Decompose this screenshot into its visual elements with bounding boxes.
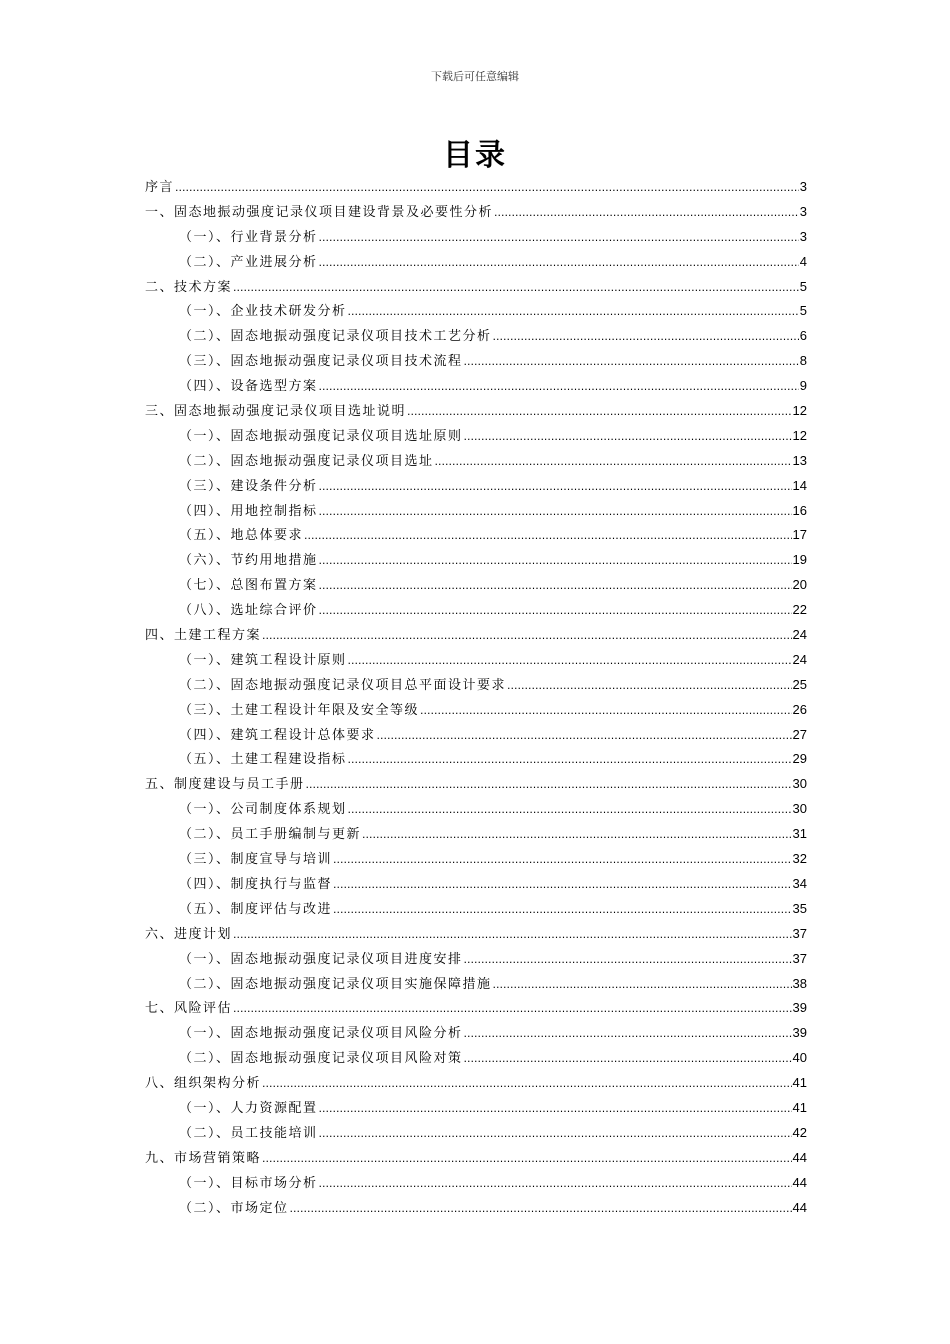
toc-entry-title: （五）、地总体要求	[179, 528, 304, 544]
toc-entry-page: 37	[792, 950, 807, 966]
toc-dot-leader	[319, 475, 792, 500]
toc-entry[interactable]	[145, 698, 807, 723]
toc-entry-page: 3	[799, 179, 807, 194]
toc-entry[interactable]	[145, 772, 807, 797]
toc-entry-title: （一）、建筑工程设计原则	[179, 652, 347, 668]
toc-entry-page: 13	[792, 452, 807, 468]
toc-entry[interactable]	[145, 324, 807, 349]
toc-entry-page: 24	[792, 627, 807, 643]
toc-dot-leader	[262, 1072, 792, 1097]
toc-entry-page: 9	[799, 378, 807, 394]
toc-entry-page: 30	[792, 776, 807, 792]
toc-entry[interactable]	[145, 200, 807, 225]
toc-entry[interactable]	[145, 822, 807, 847]
toc-entry-page: 34	[792, 875, 807, 891]
toc-dot-leader	[420, 699, 792, 724]
toc-entry-page: 6	[799, 328, 807, 344]
toc-dot-leader	[348, 649, 792, 674]
toc-entry-title: （三）、土建工程设计年限及安全等级	[179, 702, 420, 718]
toc-dot-leader	[464, 425, 792, 450]
toc-entry[interactable]	[145, 922, 807, 947]
toc-entry[interactable]	[145, 499, 807, 524]
toc-entry-title: （七）、总图布置方案	[179, 578, 318, 594]
toc-entry-page: 22	[792, 602, 807, 618]
toc-entry[interactable]	[145, 175, 807, 200]
toc-entry-title: 六、进度计划	[145, 926, 233, 942]
toc-dot-leader	[407, 400, 792, 425]
toc-dot-leader	[306, 773, 792, 798]
toc-entry-page: 16	[792, 502, 807, 518]
toc-entry[interactable]	[145, 548, 807, 573]
toc-entry-title: （一）、行业背景分析	[179, 229, 318, 245]
toc-entry[interactable]	[145, 1121, 807, 1146]
toc-entry-title: 序言	[145, 180, 175, 195]
toc-entry-page: 8	[799, 353, 807, 369]
toc-entry-page: 44	[792, 1199, 807, 1215]
toc-entry-title: （一）、固态地振动强度记录仪项目进度安排	[179, 951, 463, 967]
toc-entry[interactable]	[145, 847, 807, 872]
toc-entry-title: （四）、用地控制指标	[179, 503, 318, 519]
toc-dot-leader	[333, 898, 792, 923]
toc-entry[interactable]	[145, 598, 807, 623]
toc-entry-title: 二、技术方案	[145, 279, 233, 295]
toc-entry-title: （二）、市场定位	[179, 1200, 289, 1216]
toc-dot-leader	[319, 500, 792, 525]
toc-entry-title: （一）、人力资源配置	[179, 1100, 318, 1116]
toc-dot-leader	[464, 1047, 792, 1072]
toc-dot-leader	[348, 748, 792, 773]
toc-entry-title: （二）、固态地振动强度记录仪项目选址	[179, 453, 434, 469]
toc-entry-page: 32	[792, 851, 807, 867]
toc-entry-title: （二）、产业进展分析	[179, 254, 318, 270]
toc-entry[interactable]	[145, 872, 807, 897]
toc-entry[interactable]	[145, 250, 807, 275]
toc-dot-leader	[464, 350, 799, 375]
toc-entry-title: （五）、制度评估与改进	[179, 901, 333, 917]
toc-entry[interactable]	[145, 797, 807, 822]
toc-entry[interactable]	[145, 1046, 807, 1071]
toc-dot-leader	[493, 973, 792, 998]
toc-dot-leader	[319, 574, 792, 599]
toc-entry-title: （四）、设备选型方案	[179, 379, 318, 395]
toc-dot-leader	[233, 276, 799, 301]
toc-entry-page: 35	[792, 900, 807, 916]
toc-entry[interactable]	[145, 648, 807, 673]
toc-title: 目录	[443, 138, 507, 173]
toc-entry-page: 40	[792, 1050, 807, 1066]
toc-dot-leader	[319, 226, 799, 251]
toc-entry-title: （二）、固态地振动强度记录仪项目技术工艺分析	[179, 329, 492, 345]
toc-entry[interactable]	[145, 275, 807, 300]
toc-entry-page: 37	[792, 925, 807, 941]
toc-entry[interactable]	[145, 1021, 807, 1046]
toc-entry[interactable]	[145, 523, 807, 548]
toc-entry-page: 5	[799, 303, 807, 319]
toc-dot-leader	[319, 375, 799, 400]
toc-entry[interactable]	[145, 474, 807, 499]
toc-entry[interactable]	[145, 1096, 807, 1121]
toc-entry-title: 一、固态地振动强度记录仪项目建设背景及必要性分析	[145, 204, 494, 220]
toc-entry[interactable]	[145, 897, 807, 922]
toc-entry-page: 4	[799, 253, 807, 269]
toc-entry-title: （一）、固态地振动强度记录仪项目选址原则	[179, 428, 463, 444]
toc-entry-title: （一）、固态地振动强度记录仪项目风险分析	[179, 1026, 463, 1042]
toc-entry-title: （一）、企业技术研发分析	[179, 304, 347, 320]
toc-entry-title: （二）、固态地振动强度记录仪项目实施保障措施	[179, 976, 492, 992]
toc-entry-title: 八、组织架构分析	[145, 1076, 262, 1092]
toc-dot-leader	[319, 599, 792, 624]
toc-dot-leader	[507, 674, 792, 699]
toc-entry-page: 24	[792, 651, 807, 667]
toc-entry-page: 39	[792, 1000, 807, 1016]
toc-entry[interactable]	[145, 449, 807, 474]
toc-entry[interactable]	[145, 225, 807, 250]
toc-entry-page: 25	[792, 676, 807, 692]
toc-entry[interactable]	[145, 723, 807, 748]
toc-dot-leader	[435, 450, 792, 475]
toc-entry-page: 17	[792, 527, 807, 543]
toc-dot-leader	[304, 524, 792, 549]
toc-entry[interactable]	[145, 399, 807, 424]
toc-entry-title: （二）、员工手册编制与更新	[179, 827, 362, 843]
toc-entry-page: 3	[799, 203, 807, 219]
header-note: 下载后可任意编辑	[431, 70, 519, 83]
toc-entry-page: 14	[792, 477, 807, 493]
toc-entry-title: （一）、目标市场分析	[179, 1175, 318, 1191]
toc-entry-page: 12	[792, 403, 807, 419]
toc-entry-title: （四）、制度执行与监督	[179, 876, 333, 892]
toc-dot-leader	[319, 549, 792, 574]
toc-dot-leader	[333, 848, 792, 873]
toc-dot-leader	[233, 997, 792, 1022]
toc-entry[interactable]	[145, 374, 807, 399]
toc-entry-page: 39	[792, 1025, 807, 1041]
toc-entry-page: 3	[799, 228, 807, 244]
toc-entry-title: 四、土建工程方案	[145, 628, 262, 644]
toc-entry-page: 29	[792, 751, 807, 767]
toc-entry-page: 26	[792, 701, 807, 717]
toc-dot-leader	[175, 176, 799, 201]
toc-entry[interactable]	[145, 1071, 807, 1096]
toc-entry-page: 44	[792, 1149, 807, 1165]
table-of-contents	[145, 175, 807, 1220]
toc-entry[interactable]	[145, 673, 807, 698]
toc-entry-page: 31	[792, 826, 807, 842]
toc-entry-title: （六）、节约用地措施	[179, 553, 318, 569]
toc-dot-leader	[494, 201, 799, 226]
toc-entry-title: 五、制度建设与员工手册	[145, 777, 305, 793]
toc-dot-leader	[493, 325, 799, 350]
toc-entry[interactable]	[145, 1196, 807, 1221]
toc-entry[interactable]	[145, 1171, 807, 1196]
toc-dot-leader	[319, 1172, 792, 1197]
toc-entry-page: 5	[799, 278, 807, 294]
toc-entry[interactable]	[145, 424, 807, 449]
toc-entry-page: 27	[792, 726, 807, 742]
toc-dot-leader	[348, 798, 792, 823]
toc-entry[interactable]	[145, 996, 807, 1021]
toc-entry-title: （二）、员工技能培训	[179, 1125, 318, 1141]
toc-entry[interactable]	[145, 747, 807, 772]
toc-entry[interactable]	[145, 299, 807, 324]
toc-entry[interactable]	[145, 972, 807, 997]
toc-dot-leader	[319, 251, 799, 276]
toc-entry-title: （二）、固态地振动强度记录仪项目风险对策	[179, 1051, 463, 1067]
toc-dot-leader	[464, 1022, 792, 1047]
toc-entry-title: （一）、公司制度体系规划	[179, 802, 347, 818]
toc-entry-page: 12	[792, 427, 807, 443]
toc-entry-page: 41	[792, 1099, 807, 1115]
toc-entry-title: 三、固态地振动强度记录仪项目选址说明	[145, 404, 407, 420]
toc-dot-leader	[377, 724, 792, 749]
toc-dot-leader	[464, 948, 792, 973]
toc-dot-leader	[362, 823, 792, 848]
toc-entry-title: （八）、选址综合评价	[179, 603, 318, 619]
toc-entry-title: （三）、固态地振动强度记录仪项目技术流程	[179, 354, 463, 370]
toc-entry-page: 19	[792, 552, 807, 568]
toc-entry-title: （四）、建筑工程设计总体要求	[179, 727, 376, 743]
toc-entry-page: 30	[792, 801, 807, 817]
toc-dot-leader	[319, 1122, 792, 1147]
toc-entry-title: （三）、制度宣导与培训	[179, 852, 333, 868]
toc-entry-title: （五）、土建工程建设指标	[179, 752, 347, 768]
toc-entry-title: （三）、建设条件分析	[179, 478, 318, 494]
toc-dot-leader	[290, 1197, 792, 1222]
toc-entry-page: 42	[792, 1124, 807, 1140]
toc-entry-page: 41	[792, 1075, 807, 1091]
toc-dot-leader	[319, 1097, 792, 1122]
toc-dot-leader	[262, 624, 792, 649]
toc-entry-page: 20	[792, 577, 807, 593]
toc-entry-page: 44	[792, 1174, 807, 1190]
toc-entry[interactable]	[145, 573, 807, 598]
toc-dot-leader	[233, 923, 792, 948]
toc-entry[interactable]	[145, 947, 807, 972]
toc-entry-title: 九、市场营销策略	[145, 1150, 262, 1166]
toc-entry[interactable]	[145, 623, 807, 648]
toc-entry-title: 七、风险评估	[145, 1001, 233, 1017]
toc-dot-leader	[333, 873, 792, 898]
toc-dot-leader	[348, 300, 799, 325]
toc-dot-leader	[262, 1147, 792, 1172]
toc-entry[interactable]	[145, 1146, 807, 1171]
toc-entry-title: （二）、固态地振动强度记录仪项目总平面设计要求	[179, 677, 507, 693]
toc-entry-page: 38	[792, 975, 807, 991]
toc-entry[interactable]	[145, 349, 807, 374]
